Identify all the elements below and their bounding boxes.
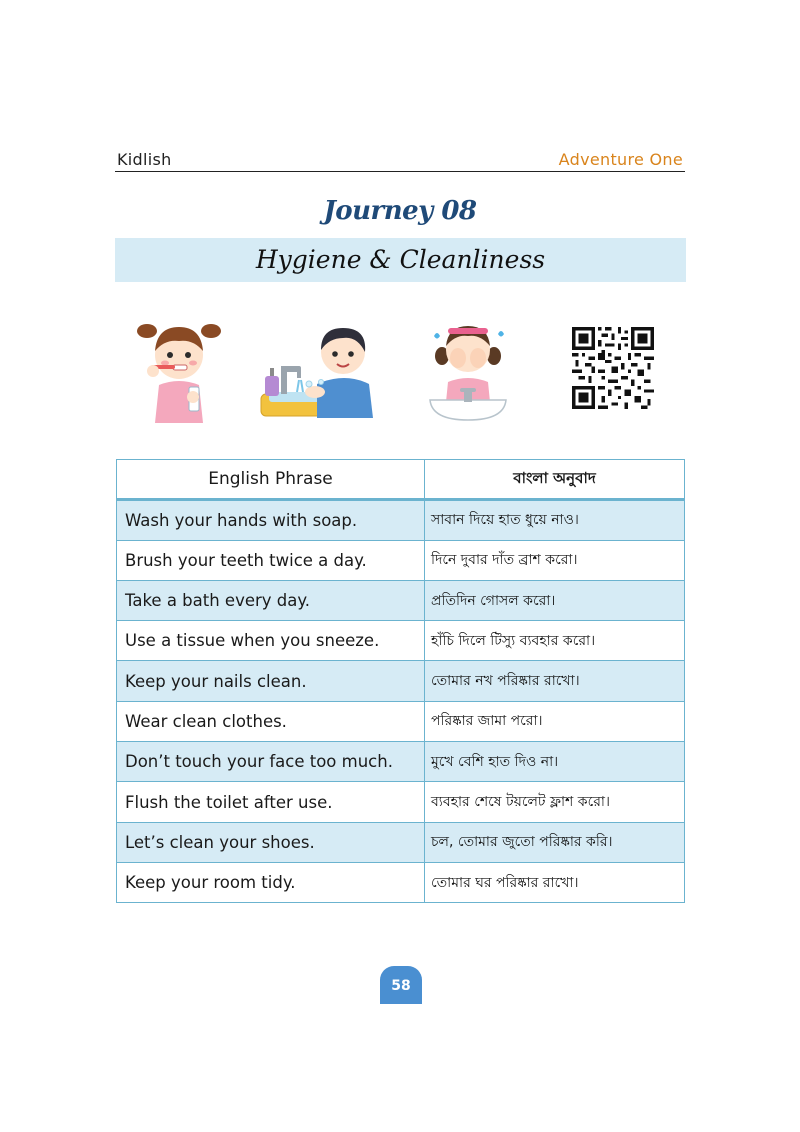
table-row — [117, 661, 685, 701]
english-phrase: Keep your room tidy. — [117, 862, 425, 902]
english-phrase: Wear clean clothes. — [117, 701, 425, 741]
bangla-translation: প্রতিদিন গোসল করো। — [425, 580, 685, 620]
table-row — [117, 500, 685, 540]
table-row — [117, 822, 685, 862]
bangla-translation: ব্যবহার শেষে টয়লেট ফ্লাশ করো। — [425, 782, 685, 822]
english-phrase: Wash your hands with soap. — [117, 500, 425, 540]
english-phrase: Brush your teeth twice a day. — [117, 540, 425, 580]
phrase-table — [116, 459, 685, 903]
bangla-translation: চল, তোমার জুতো পরিষ্কার করি। — [425, 822, 685, 862]
brand-name: Kidlish — [117, 150, 172, 169]
english-phrase: Let’s clean your shoes. — [117, 822, 425, 862]
journey-title: Journey 08 — [323, 196, 477, 226]
english-phrase: Flush the toilet after use. — [117, 782, 425, 822]
bangla-translation: তোমার নখ পরিষ্কার রাখো। — [425, 661, 685, 701]
girl-brushing-teeth-illustration — [133, 315, 225, 425]
topic-title: Hygiene & Cleanliness — [255, 245, 546, 274]
qr-code — [572, 327, 654, 409]
page-number: 58 — [380, 966, 422, 1004]
boy-washing-hands-illustration — [259, 322, 379, 420]
section-name: Adventure One — [558, 150, 683, 169]
table-row — [117, 540, 685, 580]
bangla-translation: হাঁচি দিলে টিস্যু ব্যবহার করো। — [425, 621, 685, 661]
table-row — [117, 862, 685, 902]
topic-banner — [115, 238, 686, 282]
table-row — [117, 742, 685, 782]
bangla-translation: তোমার ঘর পরিষ্কার রাখো। — [425, 862, 685, 902]
girl-washing-face-illustration — [426, 312, 510, 424]
table-row — [117, 580, 685, 620]
english-phrase: Keep your nails clean. — [117, 661, 425, 701]
bangla-column-header: বাংলা অনুবাদ — [425, 460, 685, 500]
bangla-translation: পরিষ্কার জামা পরো। — [425, 701, 685, 741]
bangla-translation: মুখে বেশি হাত দিও না। — [425, 742, 685, 782]
english-phrase: Take a bath every day. — [117, 580, 425, 620]
table-row — [117, 782, 685, 822]
bangla-translation: দিনে দুবার দাঁত ব্রাশ করো। — [425, 540, 685, 580]
bangla-translation: সাবান দিয়ে হাত ধুয়ে নাও। — [425, 500, 685, 540]
table-row — [117, 701, 685, 741]
page-header — [115, 148, 685, 172]
table-header-row — [117, 460, 685, 500]
english-phrase: Use a tissue when you sneeze. — [117, 621, 425, 661]
english-column-header: English Phrase — [117, 460, 425, 500]
table-row — [117, 621, 685, 661]
english-phrase: Don’t touch your face too much. — [117, 742, 425, 782]
